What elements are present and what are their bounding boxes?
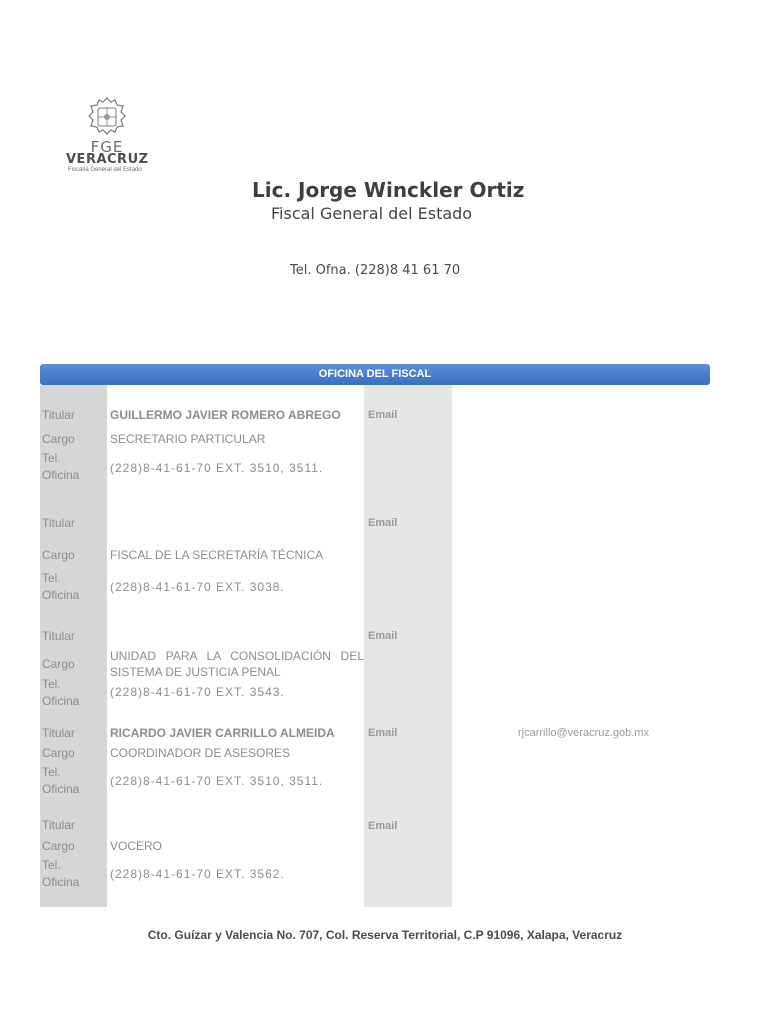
cargo-value: VOCERO	[110, 839, 163, 853]
cargo-label: Cargo	[42, 657, 75, 671]
cargo-value: COORDINADOR DE ASESORES	[110, 746, 291, 760]
titular-value: RICARDO JAVIER CARRILLO ALMEIDA	[110, 726, 335, 740]
tel-value: (228)8-41-61-70 EXT. 3510, 3511.	[110, 774, 324, 788]
section-banner	[40, 364, 710, 385]
titular-label: Titular	[42, 516, 75, 530]
cargo-label: Cargo	[42, 548, 75, 562]
email-label: Email	[368, 517, 398, 529]
logo-state: VERACRUZ	[66, 152, 149, 167]
cargo-label: Cargo	[42, 839, 75, 853]
tel-value: (228)8-41-61-70 EXT. 3543.	[110, 685, 285, 699]
titular-label: Titular	[42, 629, 75, 643]
coat-of-arms-icon	[81, 96, 133, 140]
email-value[interactable]: rjcarrillo@veracruz.gob.mx	[518, 727, 649, 739]
tel-value: (228)8-41-61-70 EXT. 3510, 3511.	[110, 461, 324, 475]
email-label: Email	[368, 409, 398, 421]
email-label: Email	[368, 820, 398, 832]
cargo-value: SECRETARIO PARTICULAR	[110, 432, 266, 446]
tel-value: (228)8-41-61-70 EXT. 3562.	[110, 867, 285, 881]
titular-label: Titular	[42, 726, 75, 740]
logo-acronym: FGE	[90, 138, 124, 156]
office-phone: Tel. Ofna. (228)8 41 61 70	[290, 263, 461, 278]
tel-label: Tel. Oficina	[42, 765, 80, 796]
fge-logo	[66, 96, 148, 176]
titular-label: Titular	[42, 818, 75, 832]
email-label: Email	[368, 630, 398, 642]
tel-label: Tel. Oficina	[42, 451, 80, 482]
cargo-label: Cargo	[42, 746, 75, 760]
tel-label: Tel. Oficina	[42, 677, 80, 708]
cargo-value: FISCAL DE LA SECRETARÍA TÉCNICA	[110, 548, 324, 562]
section-title: OFICINA DEL FISCAL	[318, 368, 432, 380]
cargo-value: UNIDAD PARA LA CONSOLIDACIÓN DEL SISTEMA DE JUSTICIA PENAL	[110, 649, 364, 679]
tel-label: Tel. Oficina	[42, 571, 80, 602]
titular-label: Titular	[42, 408, 75, 422]
titular-value: GUILLERMO JAVIER ROMERO ABREGO	[110, 408, 341, 422]
official-name: Lic. Jorge Winckler Ortiz	[252, 178, 525, 202]
footer-address: Cto. Guízar y Valencia No. 707, Col. Reserva Territorial, C.P 91096, Xalapa, Veracruz	[147, 928, 623, 942]
official-role: Fiscal General del Estado	[271, 204, 473, 223]
tel-value: (228)8-41-61-70 EXT. 3038.	[110, 580, 285, 594]
email-label: Email	[368, 727, 398, 739]
tel-label: Tel. Oficina	[42, 858, 80, 889]
cargo-label: Cargo	[42, 432, 75, 446]
logo-subtitle: Fiscalía General del Estado	[68, 167, 142, 173]
